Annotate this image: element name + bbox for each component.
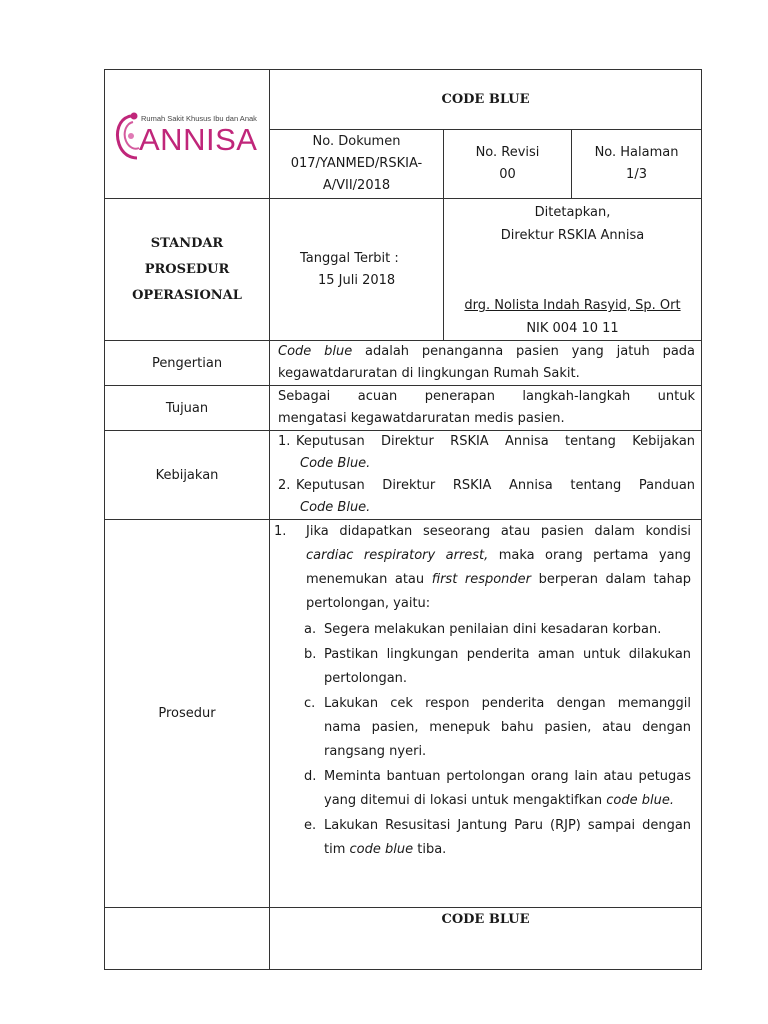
prosedur-substeps xyxy=(270,618,691,862)
tujuan-text xyxy=(270,386,702,431)
no-dokumen-value-1: 017/YANMED/RSKIA- xyxy=(290,156,423,172)
no-revisi-value: 00 xyxy=(499,167,516,183)
hospital-logo xyxy=(113,108,268,166)
logo-brand-name: ANNISA xyxy=(139,122,258,157)
no-halaman-cell xyxy=(572,130,702,199)
substep-e: e. Lakukan Resusitasi Jantung Paru (RJP) sampai dengan tim code blue tiba. xyxy=(304,818,692,857)
pengertian-text xyxy=(270,341,702,386)
no-revisi-cell xyxy=(444,130,572,199)
tujuan-label: Tujuan xyxy=(105,386,270,431)
document-title: CODE BLUE xyxy=(270,70,702,130)
prosedur-label: Prosedur xyxy=(105,520,270,908)
prosedur-step-1: 1. Jika didapatkan seseorang atau pasien dalam kondisi cardiac respiratory arrest, maka orang pertama yang menemukan atau first responder berperan dalam tahap pertolongan, yaitu: xyxy=(274,524,692,611)
tanggal-terbit-cell xyxy=(270,199,444,341)
no-dokumen-value-2: A/VII/2018 xyxy=(322,178,391,194)
pengertian-line-1: adalah penanganna pasien yang jatuh pada xyxy=(352,344,696,359)
no-halaman-label: No. Halaman xyxy=(594,145,679,161)
tujuan-line-1: Sebagai acuan penerapan langkah-langkah untuk xyxy=(278,389,696,404)
tanggal-terbit-value: 15 Juli 2018 xyxy=(318,272,396,288)
signer-name: drg. Nolista Indah Rasyid, Sp. Ort xyxy=(464,298,681,313)
kebijakan-label: Kebijakan xyxy=(105,431,270,520)
sop-title-line-2: PROSEDUR xyxy=(144,261,230,277)
sop-title-line-3: OPERASIONAL xyxy=(132,287,242,303)
sop-title-cell xyxy=(105,199,270,341)
signer-nik: NIK 004 10 11 xyxy=(526,321,619,336)
no-revisi-label: No. Revisi xyxy=(475,145,540,161)
logo-cell xyxy=(105,70,270,199)
kebijakan-item: 2. Keputusan Direktur RSKIA Annisa tentang Panduan Code Blue. xyxy=(278,478,696,515)
sop-title-line-1: STANDAR xyxy=(150,235,224,251)
penetapan-cell xyxy=(444,199,702,341)
pengertian-label: Pengertian xyxy=(105,341,270,386)
tujuan-line-2: mengatasi kegawatdaruratan medis pasien. xyxy=(278,411,565,426)
no-dokumen-label: No. Dokumen xyxy=(312,134,401,150)
prosedur-cell xyxy=(270,520,702,908)
sop-table xyxy=(104,69,702,970)
substep-a: a. Segera melakukan penilaian dini kesadaran korban. xyxy=(304,622,662,637)
pengertian-term: Code blue xyxy=(278,344,353,359)
footer-empty-cell xyxy=(105,908,270,970)
direktur-label: Direktur RSKIA Annisa xyxy=(500,228,645,243)
tanggal-terbit-label: Tanggal Terbit : xyxy=(300,250,399,266)
logo-tagline: Rumah Sakit Khusus Ibu dan Anak xyxy=(141,114,257,123)
no-halaman-value: 1/3 xyxy=(626,167,647,183)
kebijakan-list-cell xyxy=(270,431,702,520)
substep-b: b. Pastikan lingkungan penderita aman untuk dilakukan pertolongan. xyxy=(304,647,692,686)
kebijakan-item: 1. Keputusan Direktur RSKIA Annisa tentang Kebijakan Code Blue. xyxy=(278,434,696,471)
substep-c: c. Lakukan cek respon penderita dengan memanggil nama pasien, menepuk bahu pasien, atau dengan rangsang nyeri. xyxy=(304,696,692,759)
no-dokumen-cell xyxy=(270,130,444,199)
pengertian-line-2: kegawatdaruratan di lingkungan Rumah Sakit. xyxy=(278,366,580,381)
ditetapkan-label: Ditetapkan, xyxy=(534,205,611,220)
kebijakan-list xyxy=(270,431,695,519)
substep-d: d. Meminta bantuan pertolongan orang lain atau petugas yang ditemui di lokasi untuk mengaktifkan code blue. xyxy=(304,769,692,808)
footer-title: CODE BLUE xyxy=(270,908,702,970)
